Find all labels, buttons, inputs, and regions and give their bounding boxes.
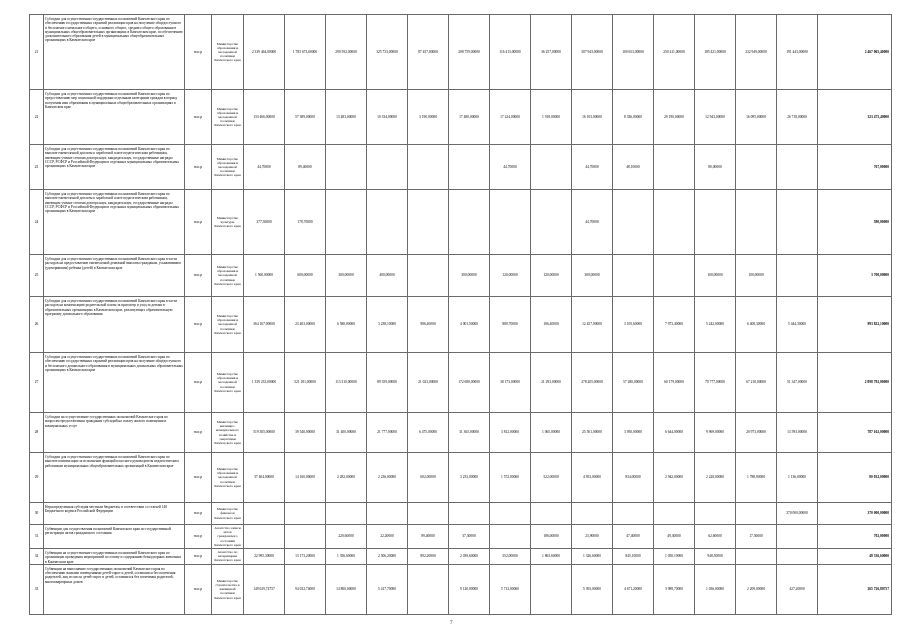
value-cell [531,190,572,255]
value-cell: 17 224,00000 [490,90,531,145]
table-row [30,145,892,190]
total-cell: 893 822,10000 [818,297,892,353]
value-cell: 1 339 233,00000 [244,353,285,413]
value-cell: 220,60000 [326,525,367,549]
total-cell: 80 032,00000 [818,453,892,503]
value-cell [777,145,818,190]
row-number-cell: 29 [30,453,44,503]
value-cell: 3 105,60000 [613,297,654,353]
value-cell: 133 466,00000 [244,90,285,145]
organization-cell: Министерство образования и молодежной политики Камчатского края [212,297,244,353]
value-cell: 37 404,00000 [244,453,285,503]
value-cell [408,564,449,614]
unit-cell: тыс.р [185,503,212,525]
value-cell: 6 644,00000 [654,413,695,453]
value-cell: 29 190,00000 [654,90,695,145]
value-cell: 325 733,00000 [367,15,408,90]
value-cell: 44,70000 [572,190,613,255]
value-cell [449,190,490,255]
value-cell [244,525,285,549]
value-cell [326,503,367,525]
organization-cell: Агентство по ветеринарии Камчатского края [212,549,244,565]
value-cell: 1 783 673,00000 [285,15,326,90]
value-cell: 2 039,60000 [449,549,490,565]
value-cell [613,190,654,255]
value-cell: 986,40000 [408,297,449,353]
total-cell: 2 467 065,40000 [818,15,892,90]
value-cell: 48,10000 [613,145,654,190]
value-cell: 51 347,00000 [777,353,818,413]
value-cell: 23 403,00000 [285,297,326,353]
value-cell: 600,00000 [285,255,326,297]
value-cell: 6 580,00000 [326,297,367,353]
value-cell: 5 712,00000 [490,564,531,614]
value-cell: 5 417,70000 [367,564,408,614]
value-cell [408,145,449,190]
value-cell [736,503,777,525]
value-cell: 100,00000 [695,255,736,297]
value-cell: 4 953,00000 [572,453,613,503]
value-cell [654,190,695,255]
row-name-cell: Субсидии для осуществления государственных полномочий Камчатского края по выплате ежемесячной доплаты к заработной плате педагогическим работникам, имеющим ученые степени доктора наук, кандидата наук, государственные награды СССР, РСФСР и Российской Федерации в отдельных муниципальных образовательных организациях в Камчатском крае [44,190,185,255]
value-cell: 552,00000 [490,549,531,565]
total-cell: 48 336,60000 [818,549,892,565]
page-number: 7 [450,621,453,626]
table-row [30,503,892,525]
unit-cell: тыс.р [185,255,212,297]
row-number-cell: 30 [30,503,44,525]
value-cell [777,549,818,565]
value-cell: 25 501,00000 [572,413,613,453]
value-cell [777,190,818,255]
value-cell: 6 475,00000 [408,413,449,453]
value-cell [736,145,777,190]
row-number-cell: 31 [30,525,44,549]
value-cell: 4 671,20000 [613,564,654,614]
value-cell [408,190,449,255]
value-cell: 70 777,00000 [695,353,736,413]
table-row [30,255,892,297]
value-cell: 47,40000 [613,525,654,549]
value-cell: 44,70000 [572,145,613,190]
value-cell: 8 336,00000 [613,90,654,145]
value-cell: 14 800,00000 [326,564,367,614]
row-name-cell: Нераспределенная субсидия местным бюджетам, в соответствии со статьей 140 Бюджетного кодекса Российской Федерации [44,503,185,525]
value-cell: 31 365,00000 [449,413,490,453]
value-cell [572,503,613,525]
value-cell: 94 032,74000 [285,564,326,614]
value-cell: 22,20000 [367,525,408,549]
value-cell: 1 065,00000 [531,413,572,453]
value-cell: 232 949,00000 [736,15,777,90]
value-cell: 116 413,00000 [490,15,531,90]
row-number-cell: 25 [30,255,44,297]
unit-cell: тыс.р [185,353,212,413]
value-cell: 845,10000 [613,549,654,565]
unit-cell: тыс.р [185,453,212,503]
value-cell: 5 242,00000 [695,297,736,353]
value-cell: 9 120,00000 [449,564,490,614]
organization-cell: Министерство образования и молодежной политики Камчатского края [212,255,244,297]
value-cell: 49,30000 [654,525,695,549]
value-cell: 100,00000 [736,255,777,297]
value-cell: 23,90000 [572,525,613,549]
value-cell: 13 593,00000 [777,413,818,453]
total-cell: 323 475,40000 [818,90,892,145]
value-cell: 22 995,30000 [244,549,285,565]
unit-cell: тыс.р [185,549,212,565]
value-cell: 377,30000 [244,190,285,255]
total-cell: 3 700,00000 [818,255,892,297]
total-cell: 787 162,00000 [818,413,892,453]
organization-cell: Министерство финансов Камчатского края [212,503,244,525]
value-cell: 400,00000 [367,255,408,297]
value-cell: 67 210,00000 [736,353,777,413]
value-cell [367,190,408,255]
row-name-cell: Субвенции для осуществления полномочий Камчатского края по государственной регистрации актов гражданского состояния [44,525,185,549]
value-cell: 100 653,00000 [613,15,654,90]
organization-cell: Министерство строительства и жилищной политики Камчатского края [212,564,244,614]
value-cell: 880,70000 [490,297,531,353]
value-cell: 278 205,00000 [572,353,613,413]
value-cell: 6 408,30000 [736,297,777,353]
table-row [30,297,892,353]
value-cell: 37,30000 [449,525,490,549]
value-cell: 3 812,00000 [490,413,531,453]
value-cell: 519 305,00000 [244,413,285,453]
organization-cell: Министерство образования и молодежной политики Камчатского края [212,90,244,145]
row-number-cell: 28 [30,413,44,453]
value-cell: 3 190,00000 [408,90,449,145]
row-name-cell: Субвенции на выполнение государственных полномочий Камчатского края по обеспечению жилыми помещениями детей-сирот и детей, оставшихся без попечения родителей, лиц из числа детей-сирот и детей, оставшихся без попечения родителей, многоквартирных домов [44,564,185,614]
value-cell: 38 173,00000 [490,353,531,413]
value-cell: 21 777,00000 [367,413,408,453]
value-cell: 522,00000 [531,453,572,503]
table-row [30,190,892,255]
table-row [30,413,892,453]
row-name-cell: Субвенции на осуществление государственных полномочий Камчатского края по организации проведения мероприятий по отлову и содержанию безнадзорных животных в Камчатском крае [44,549,185,565]
value-cell: 602,00000 [408,453,449,503]
value-cell: 13 173,20000 [285,549,326,565]
value-cell: 2 942,00000 [654,453,695,503]
value-cell [490,525,531,549]
value-cell: 2 282,00000 [326,453,367,503]
row-name-cell: Субсидии для осуществления государственных полномочий Камчатского края по выплате компенсации за исполнение функций классного руководителя педагогическим работникам муниципальных общеобразовательных организаций в Камчатском крае [44,453,185,503]
organization-cell: Министерство образования и молодежной политики Камчатского края [212,15,244,90]
value-cell: 2 236,00000 [367,453,408,503]
value-cell [695,190,736,255]
value-cell: 10 334,00000 [367,90,408,145]
value-cell: 1 572,00000 [490,453,531,503]
value-cell: 16 095,00000 [736,90,777,145]
total-cell: 767,00000 [818,145,892,190]
value-cell: 5 444,30000 [777,297,818,353]
value-cell: 20 973,00000 [736,413,777,453]
table-row [30,353,892,413]
value-cell: 892,20000 [408,549,449,565]
value-cell: 36 257,00000 [531,15,572,90]
total-cell: 2 898 792,00000 [818,353,892,413]
row-number-cell: 22 [30,90,44,145]
row-number-cell: 33 [30,564,44,614]
value-cell [326,190,367,255]
row-number-cell: 21 [30,15,44,90]
budget-table [29,14,892,615]
row-number-cell: 26 [30,297,44,353]
organization-cell: Агентство записи актов гражданского состояния Камчатского края [212,525,244,549]
value-cell: 149 029,74757 [244,564,285,614]
value-cell [654,503,695,525]
value-cell: 364 167,00000 [244,297,285,353]
value-cell: 370 000,00000 [777,503,818,525]
value-cell [613,503,654,525]
value-cell: 1 918,00000 [531,90,572,145]
value-cell: 307 943,00000 [572,15,613,90]
value-cell: 7 973,40000 [654,297,695,353]
value-cell: 44,70000 [490,145,531,190]
value-cell [654,145,695,190]
unit-cell: тыс.р [185,15,212,90]
value-cell: 300,00000 [449,255,490,297]
value-cell: 31 400,00000 [326,413,367,453]
value-cell: 89,40000 [285,145,326,190]
value-cell: 2 209,00000 [736,564,777,614]
value-cell: 2 339 464,00000 [244,15,285,90]
value-cell: 1 863,60000 [531,549,572,565]
value-cell: 5 393,00000 [572,564,613,614]
row-name-cell: Субсидии для осуществления государственных полномочий Камчатского края по обеспечению государственных гарантий реализации прав на получение общедоступного и бесплатного начального общего, основного общего, среднего общего образования в муниципальных общеобразовательных организациях в Камчатском крае, по обеспечению дополнительного образования детей в муниципальных общеобразовательных организациях в Камчатском крае [44,15,185,90]
value-cell: 13 483,00000 [326,90,367,145]
value-cell: 80,00000 [695,145,736,190]
value-cell: 300,00000 [326,255,367,297]
total-cell: 580,00000 [818,190,892,255]
value-cell [695,503,736,525]
value-cell [777,525,818,549]
organization-cell: Министерство образования и молодежной политики Камчатского края [212,453,244,503]
value-cell: 208 759,00000 [449,15,490,90]
organization-cell: Министерство жилищно-коммунального хозяйства и энергетики Камчатского края [212,413,244,453]
value-cell: 1 050,10000 [654,549,695,565]
value-cell [613,255,654,297]
organization-cell: Министерство образования и молодежной политики Камчатского края [212,353,244,413]
value-cell: 300,00000 [572,255,613,297]
value-cell: 57 280,00000 [613,353,654,413]
value-cell: 178,70000 [285,190,326,255]
value-cell [408,255,449,297]
value-cell: 1 326,60000 [572,549,613,565]
value-cell [490,503,531,525]
value-cell: 2 220,00000 [695,453,736,503]
value-cell: 21 293,00000 [531,353,572,413]
value-cell: 427,20000 [777,564,818,614]
row-name-cell: Субсидии для осуществления государственных полномочий Камчатского края в части расходов на предоставление ежемесячной денежной выплаты гражданам, усыновившим (удочерившим) ребенка (детей) в Камчатском крае [44,255,185,297]
value-cell: 60 179,00000 [654,353,695,413]
value-cell: 250 411,00000 [654,15,695,90]
value-cell [408,503,449,525]
value-cell: 1 136,00000 [777,453,818,503]
value-cell: 1 560,00000 [244,255,285,297]
table-row [30,549,892,565]
value-cell: 113 310,00000 [326,353,367,413]
total-cell: 370 000,00000 [818,503,892,525]
value-cell: 39 540,00000 [285,413,326,453]
value-cell [736,190,777,255]
value-cell [654,255,695,297]
value-cell: 89 359,00000 [367,353,408,413]
value-cell: 17,30000 [736,525,777,549]
value-cell: 2 506,20000 [367,549,408,565]
value-cell: 1 036,00000 [695,564,736,614]
total-cell: 702,00000 [818,525,892,549]
value-cell: 44,70000 [244,145,285,190]
organization-cell: Министерство образования и молодежной политики Камчатского края [212,145,244,190]
unit-cell: тыс.р [185,413,212,453]
value-cell: 3 950,00000 [613,413,654,453]
value-cell [285,525,326,549]
value-cell: 62,60000 [695,525,736,549]
value-cell: 1 788,00000 [736,453,777,503]
value-cell: 290 592,00000 [326,15,367,90]
row-number-cell: 23 [30,145,44,190]
value-cell: 185 421,00000 [695,15,736,90]
value-cell [736,549,777,565]
row-number-cell: 24 [30,190,44,255]
value-cell: 3 989,70000 [654,564,695,614]
value-cell [367,503,408,525]
value-cell: 57 389,00000 [285,90,326,145]
unit-cell: тыс.р [185,564,212,614]
table-body [30,15,892,615]
value-cell [326,145,367,190]
value-cell: 87 457,00000 [408,15,449,90]
value-cell: 12 457,00000 [572,297,613,353]
organization-cell: Министерство культуры Камчатского края [212,190,244,255]
value-cell [777,255,818,297]
value-cell [367,145,408,190]
value-cell [449,503,490,525]
value-cell: 120,00000 [490,255,531,297]
value-cell [285,503,326,525]
unit-cell: тыс.р [185,90,212,145]
value-cell: 834,00000 [613,453,654,503]
unit-cell: тыс.р [185,297,212,353]
value-cell: 521 181,00000 [285,353,326,413]
value-cell [244,503,285,525]
value-cell: 186,00000 [531,525,572,549]
value-cell: 3 233,00000 [449,453,490,503]
unit-cell: тыс.р [185,190,212,255]
value-cell: 21 023,00000 [408,353,449,413]
budget-table-page [29,14,891,615]
value-cell [490,190,531,255]
row-name-cell: Субсидии для осуществления государственных полномочий Камчатского края по выплате ежемесячной доплаты к заработной плате педагогическим работникам, имеющим ученые степени доктора наук, кандидата наук, государственные награды СССР, РСФСР и Российской Федерации в отдельных муниципальных образовательных организациях в Камчатском крае [44,145,185,190]
value-cell: 120,00000 [531,255,572,297]
value-cell: 4 001,50000 [449,297,490,353]
table-row [30,453,892,503]
value-cell: 172 680,00000 [449,353,490,413]
table-row [30,15,892,90]
value-cell: 12 943,00000 [695,90,736,145]
row-name-cell: Субсидии для осуществления государственных полномочий Камчатского края в части расходов на компенсацию родительской платы за присмотр и уход за детьми в образовательных организациях в Камчатском крае, реализующих образовательную программу дошкольного образования [44,297,185,353]
unit-cell: тыс.р [185,145,212,190]
table-row [30,564,892,614]
value-cell: 186,40000 [531,297,572,353]
row-number-cell: 27 [30,353,44,413]
total-cell: 265 726,80757 [818,564,892,614]
value-cell: 3 238,10000 [367,297,408,353]
value-cell: 14 160,00000 [285,453,326,503]
value-cell: 191 443,00000 [777,15,818,90]
value-cell: 26 718,00000 [777,90,818,145]
table-row [30,90,892,145]
value-cell [531,503,572,525]
value-cell: 89,40000 [408,525,449,549]
table-row [30,525,892,549]
value-cell: 17 480,00000 [449,90,490,145]
row-number-cell: 32 [30,549,44,565]
unit-cell: тыс.р [185,525,212,549]
value-cell [449,145,490,190]
value-cell: 9 969,00000 [695,413,736,453]
value-cell [531,145,572,190]
value-cell: 948,50000 [695,549,736,565]
row-name-cell: Субсидии для осуществления государственных полномочий Камчатского края по обеспечению государственных гарантий реализации прав на получение общедоступного и бесплатного дошкольного образования в муниципальных дошкольных образовательных организациях в Камчатском крае [44,353,185,413]
value-cell: 1 356,60000 [326,549,367,565]
row-name-cell: Субсидии на осуществление государственных полномочий Камчатского края по вопросам предоставления гражданам субсидий на оплату жилого помещения и коммунальных услуг [44,413,185,453]
value-cell [531,564,572,614]
value-cell: 16 103,00000 [572,90,613,145]
row-name-cell: Субсидии для осуществления государственных полномочий Камчатского края по предоставлению мер социальной поддержки отдельным категориям граждан в период получения ими образования в муниципальных общеобразовательных организациях в Камчатском крае [44,90,185,145]
